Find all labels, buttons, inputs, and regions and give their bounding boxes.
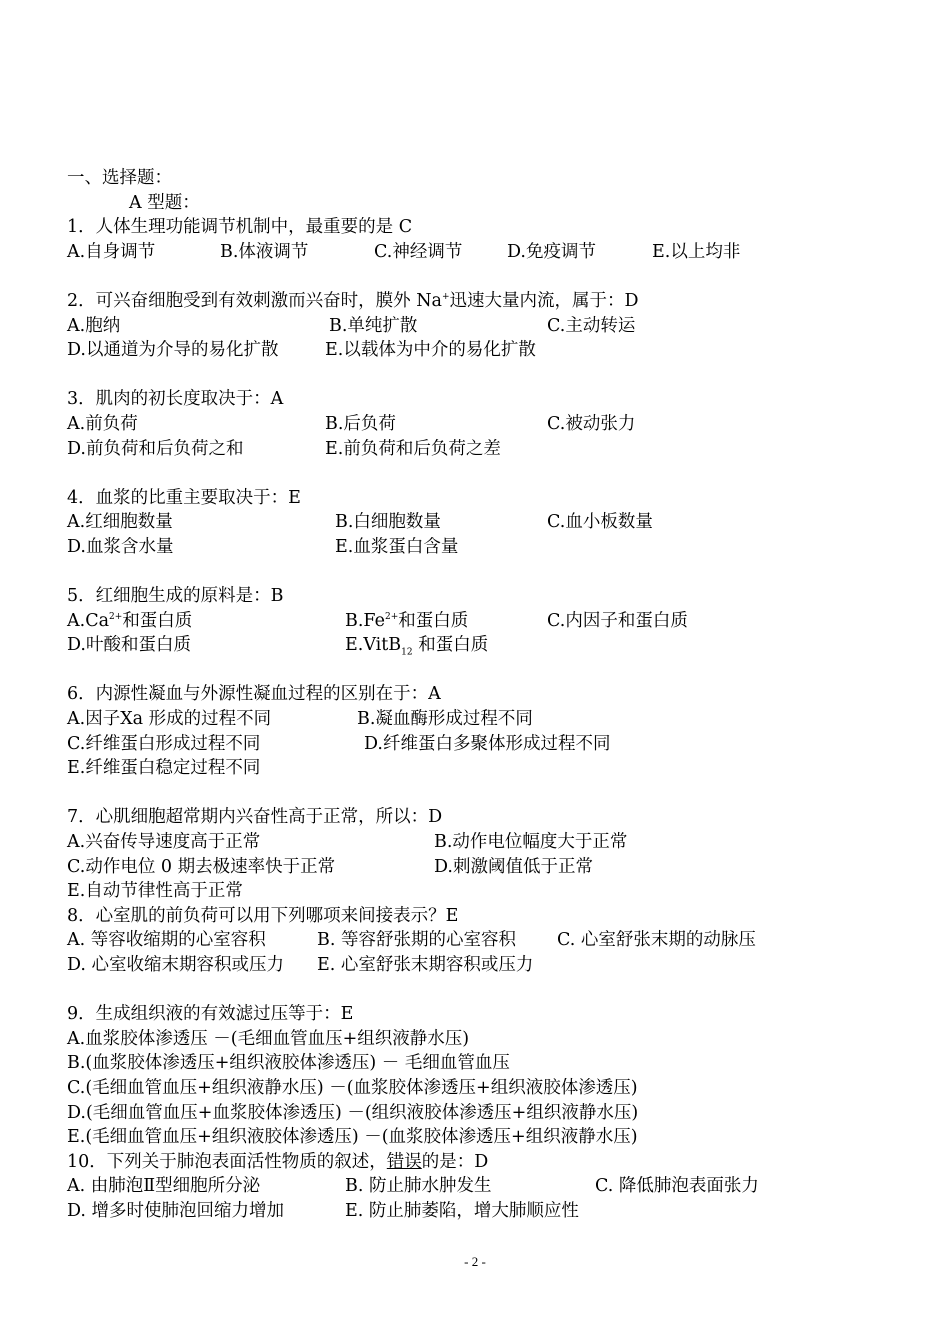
page-number: - 2 - bbox=[464, 1254, 486, 1269]
q8-option-b: B. 等容舒张期的心室容积 bbox=[317, 930, 516, 951]
q6-option-b: B.凝血酶形成过程不同 bbox=[357, 709, 533, 730]
question-5-options-row2 bbox=[67, 633, 917, 658]
q6-option-d: D.纤维蛋白多聚体形成过程不同 bbox=[364, 733, 611, 754]
q10-option-e: E. 防止肺萎陷，增大肺顺应性 bbox=[345, 1200, 579, 1221]
q5-option-c: C.内因子和蛋白质 bbox=[547, 610, 688, 631]
underlined-keyword: 错误 bbox=[386, 1151, 422, 1172]
q2-option-c: C.主动转运 bbox=[547, 315, 636, 336]
q1-option-c: C.神经调节 bbox=[374, 241, 463, 262]
q9-option-d: D.(毛细血管血压+血浆胶体渗透压) －(组织液胶体渗透压+组织液静水压) bbox=[67, 1102, 639, 1123]
question-7-options-row1 bbox=[67, 830, 917, 855]
question-3-options-row1 bbox=[67, 412, 917, 437]
question-7-options-row2 bbox=[67, 855, 917, 880]
question-4-stem: 4．血浆的比重主要取决于：E bbox=[67, 487, 301, 508]
q8-option-d: D. 心室收缩末期容积或压力 bbox=[67, 955, 285, 975]
question-1-stem: 1．人体生理功能调节机制中，最重要的是 C bbox=[67, 217, 413, 238]
q7-option-a: A.兴奋传导速度高于正常 bbox=[67, 832, 261, 853]
question-2-options-row2 bbox=[67, 338, 917, 363]
question-7-stem: 7．心肌细胞超常期内兴奋性高于正常，所以：D bbox=[67, 807, 443, 828]
q1-option-e: E.以上均非 bbox=[652, 241, 741, 262]
q10-option-c: C. 降低肺泡表面张力 bbox=[595, 1176, 759, 1197]
q4-option-d: D.血浆含水量 bbox=[67, 536, 174, 557]
q6-option-a: A.因子Ⅹa 形成的过程不同 bbox=[67, 709, 272, 730]
q8-option-c: C. 心室舒张末期的动脉压 bbox=[557, 930, 756, 951]
q9-option-c: C.(毛细血管血压+组织液静水压) －(血浆胶体渗透压+组织液胶体渗透压) bbox=[67, 1077, 638, 1098]
q3-option-c: C.被动张力 bbox=[547, 413, 636, 434]
q10-option-a: A. 由肺泡Ⅱ型细胞所分泌 bbox=[67, 1176, 261, 1197]
q1-option-d: D.免疫调节 bbox=[507, 241, 596, 262]
question-8-options-row1 bbox=[67, 928, 917, 953]
question-4-options-row1 bbox=[67, 510, 917, 535]
question-5-options-row1 bbox=[67, 609, 917, 634]
q9-option-e: E.(毛细血管血压+组织液胶体渗透压) －(血浆胶体渗透压+组织液静水压) bbox=[67, 1127, 638, 1148]
q7-option-c: C.动作电位 0 期去极速率快于正常 bbox=[67, 856, 336, 877]
q9-option-b: B.(血浆胶体渗透压+组织液胶体渗透压) － 毛细血管血压 bbox=[67, 1053, 510, 1074]
exam-page bbox=[67, 166, 917, 1224]
question-6-stem: 6．内源性凝血与外源性凝血过程的区别在于：A bbox=[67, 684, 441, 705]
question-10-stem: 10．下列关于肺泡表面活性物质的叙述，错误的是：D bbox=[67, 1151, 489, 1172]
q10-option-b: B. 防止肺水肿发生 bbox=[345, 1176, 492, 1197]
q7-option-d: D.刺激阈值低于正常 bbox=[434, 856, 593, 877]
question-6-options-row3 bbox=[67, 756, 917, 781]
q4-option-c: C.血小板数量 bbox=[547, 512, 653, 533]
q7-option-e: E.自动节律性高于正常 bbox=[67, 881, 243, 902]
q5-option-e: E.VitB$_{12}$ 和蛋白质 bbox=[345, 635, 489, 658]
q2-option-a: A.胞纳 bbox=[67, 315, 121, 336]
q6-option-c: C.纤维蛋白形成过程不同 bbox=[67, 733, 261, 754]
question-8-stem: 8．心室肌的前负荷可以用下列哪项来间接表示？E bbox=[67, 905, 459, 926]
q1-option-a: A.自身调节 bbox=[67, 241, 156, 262]
q10-option-d: D. 增多时使肺泡回缩力增加 bbox=[67, 1200, 285, 1221]
question-3-stem: 3．肌肉的初长度取决于：A bbox=[67, 389, 284, 410]
question-6-options-row1 bbox=[67, 707, 917, 732]
question-9-stem: 9．生成组织液的有效滤过压等于：E bbox=[67, 1004, 354, 1025]
q1-option-b: B.体液调节 bbox=[220, 241, 309, 262]
q8-option-e: E. 心室舒张末期容积或压力 bbox=[317, 955, 534, 975]
q3-option-a: A.前负荷 bbox=[67, 413, 138, 434]
q7-option-b: B.动作电位幅度大于正常 bbox=[434, 832, 628, 853]
q5-option-a: $A.Ca^{2+}$和蛋白质 bbox=[67, 610, 193, 631]
question-5-stem: 5．红细胞生成的原料是：B bbox=[67, 586, 284, 607]
q4-option-b: B.白细胞数量 bbox=[335, 512, 441, 533]
question-4-options-row2 bbox=[67, 535, 917, 560]
question-2-stem: 2．可兴奋细胞受到有效刺激而兴奋时，膜外 Na+迅速大量内流，属于：D bbox=[67, 290, 639, 311]
question-3-options-row2 bbox=[67, 437, 917, 462]
q3-option-b: B.后负荷 bbox=[325, 413, 396, 434]
q6-option-e: E.纤维蛋白稳定过程不同 bbox=[67, 758, 261, 779]
q2-option-d: D.以通道为介导的易化扩散 bbox=[67, 340, 279, 361]
q2-option-e: E.以载体为中介的易化扩散 bbox=[325, 340, 536, 361]
q2-option-b: B.单纯扩散 bbox=[329, 315, 418, 336]
q5-option-d: D.叶酸和蛋白质 bbox=[67, 635, 191, 656]
q3-option-e: E.前负荷和后负荷之差 bbox=[325, 438, 501, 459]
subsection-title: A 型题： bbox=[129, 192, 200, 213]
q4-option-a: A.红细胞数量 bbox=[67, 512, 173, 533]
question-10-options-row1 bbox=[67, 1174, 917, 1199]
question-7-options-row3 bbox=[67, 879, 917, 904]
question-6-options-row2 bbox=[67, 732, 917, 757]
q8-option-a: A. 等容收缩期的心室容积 bbox=[67, 930, 266, 951]
question-1-options bbox=[67, 240, 917, 265]
q9-option-a: A.血浆胶体渗透压 －(毛细血管血压+组织液静水压) bbox=[67, 1028, 470, 1049]
question-8-options-row2 bbox=[67, 953, 917, 978]
question-10-options-row2 bbox=[67, 1199, 917, 1224]
q3-option-d: D.前负荷和后负荷之和 bbox=[67, 438, 244, 459]
question-2-options-row1 bbox=[67, 314, 917, 339]
q4-option-e: E.血浆蛋白含量 bbox=[335, 536, 459, 557]
section-title: 一、选择题： bbox=[67, 168, 172, 188]
q5-option-b: $B.Fe^{2+}$和蛋白质 bbox=[345, 610, 469, 631]
